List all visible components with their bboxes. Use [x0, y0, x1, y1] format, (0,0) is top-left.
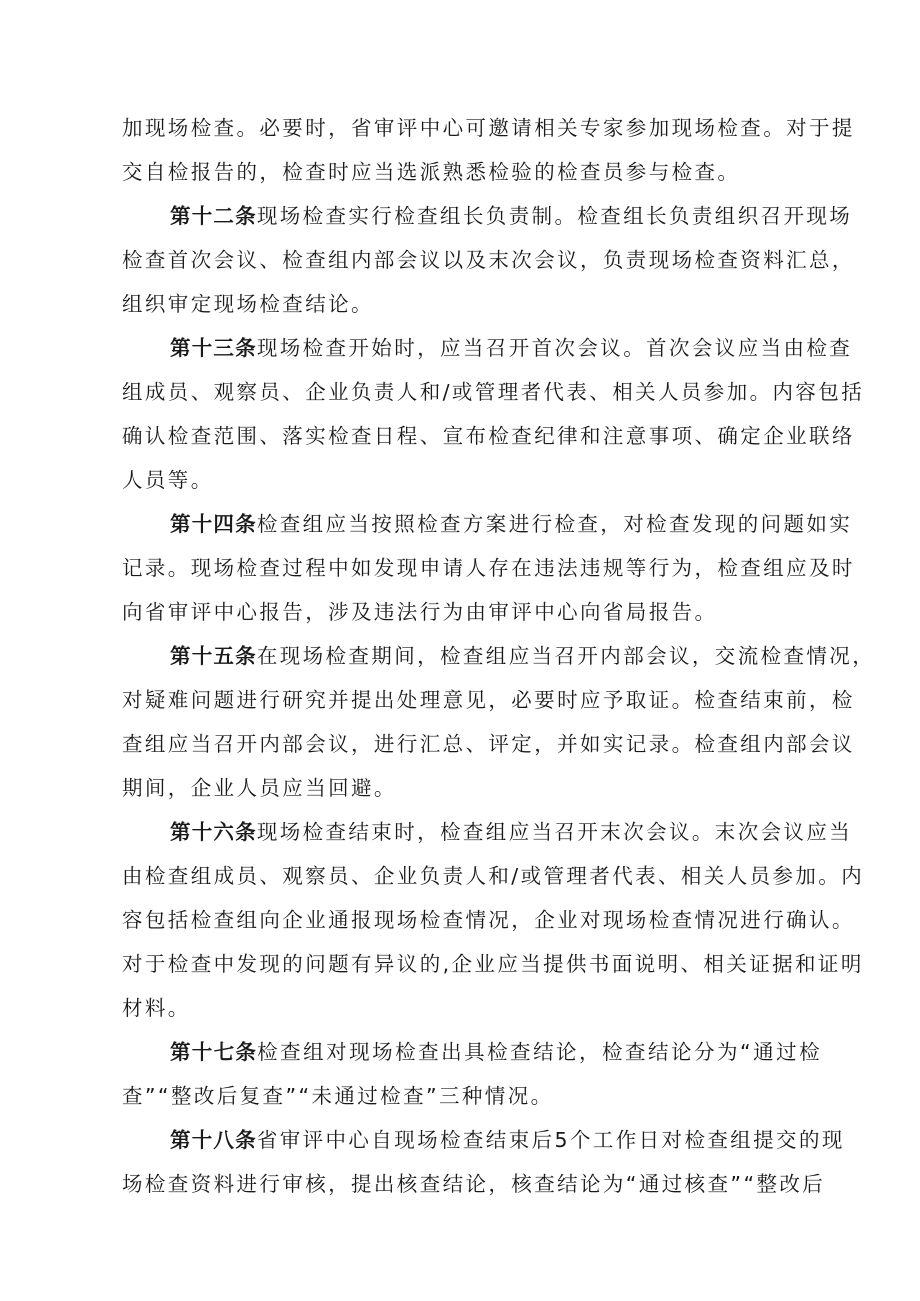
text-line: 查”“整改后复查”“未通过检查”三种情况。 [122, 1084, 554, 1108]
text-line: 交自检报告的，检查时应当选派熟悉检验的检查员参与检查。 [122, 160, 741, 184]
article-heading: 第十六条 [170, 820, 257, 844]
text-line: 容包括检查组向企业通报现场检查情况，企业对现场检查情况进行确认。 [122, 908, 855, 932]
text-line: 组织审定现场检查结论。 [122, 292, 374, 316]
article-heading: 第十七条 [170, 1040, 258, 1064]
text-line: 材料。 [122, 996, 191, 1020]
article-heading: 第十五条 [170, 644, 257, 668]
article-15-line: 第十五条在现场检查期间，检查组应当召开内部会议，交流检查情况， [170, 644, 876, 668]
text-line: 组成员、观察员、企业负责人和/或管理者代表、相关人员参加。内容包括 [122, 380, 865, 404]
text-line: 对于检查中发现的问题有异议的,企业应当提供书面说明、相关证据和证明 [122, 952, 864, 976]
text-line: 由检查组成员、观察员、企业负责人和/或管理者代表、相关人员参加。内 [122, 864, 865, 888]
text-line: 人员等。 [122, 468, 214, 492]
article-heading: 第十八条 [170, 1128, 257, 1152]
text-line: 向省审评中心报告，涉及违法行为由审评中心向省局报告。 [122, 600, 718, 624]
article-13-line: 第十三条现场检查开始时，应当召开首次会议。首次会议应当由检查 [170, 336, 853, 360]
text-line: 加现场检查。必要时，省审评中心可邀请相关专家参加现场检查。对于提 [122, 116, 855, 140]
article-16-line: 第十六条现场检查结束时，检查组应当召开末次会议。末次会议应当 [170, 820, 853, 844]
article-17-line: 第十七条检查组对现场检查出具检查结论，检查结论分为“通过检 [170, 1040, 822, 1064]
article-heading: 第十三条 [170, 336, 257, 360]
text-line: 记录。现场检查过程中如发现申请人存在违法违规等行为，检查组应及时 [122, 556, 855, 580]
article-18-line: 第十八条省审评中心自现场检查结束后5个工作日对检查组提交的现 [170, 1128, 845, 1152]
text-line: 场检查资料进行审核，提出核查结论，核查结论为“通过核查”“整改后 [122, 1172, 826, 1196]
text-line: 查组应当召开内部会议，进行汇总、评定，并如实记录。检查组内部会议 [122, 732, 855, 756]
text-line: 确认检查范围、落实检查日程、宣布检查纪律和注意事项、确定企业联络 [122, 424, 855, 448]
article-heading: 第十二条 [170, 204, 257, 228]
article-14-line: 第十四条检查组应当按照检查方案进行检查，对检查发现的问题如实 [170, 512, 853, 536]
text-line: 期间，企业人员应当回避。 [122, 776, 397, 800]
article-12-line: 第十二条现场检查实行检查组长负责制。检查组长负责组织召开现场 [170, 204, 853, 228]
article-heading: 第十四条 [170, 512, 257, 536]
text-line: 检查首次会议、检查组内部会议以及末次会议，负责现场检查资料汇总， [122, 248, 855, 272]
text-line: 对疑难问题进行研究并提出处理意见，必要时应予取证。检查结束前，检 [122, 688, 855, 712]
